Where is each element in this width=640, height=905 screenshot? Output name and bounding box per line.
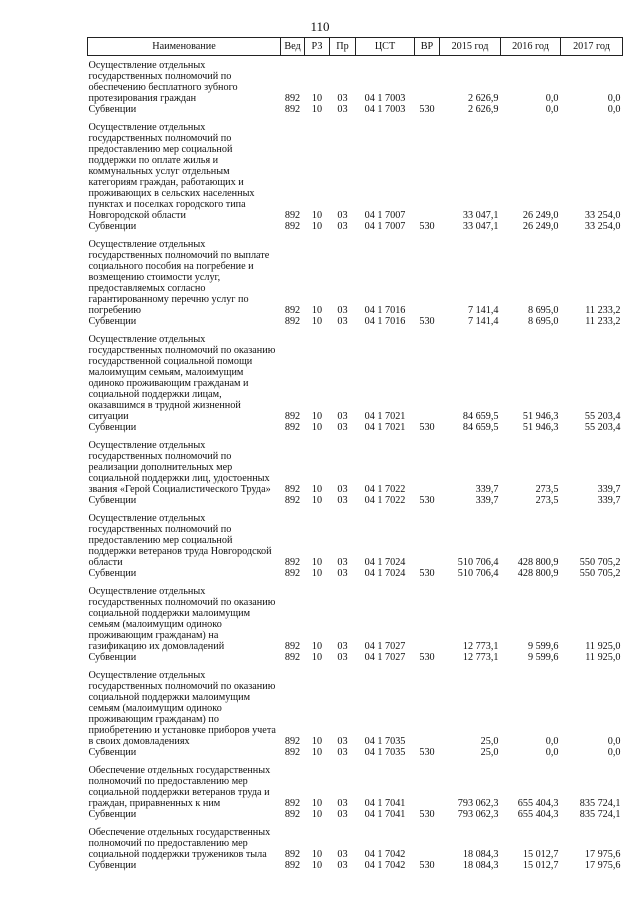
cell-pr: 03 bbox=[337, 652, 348, 663]
cell-name: Обеспечение отдельных государственных полномочий по предоставлению мер социальной поддержки тружеников тыла bbox=[88, 827, 271, 860]
cell-2015: 7 141,4 bbox=[467, 316, 499, 327]
cell-rz: 10 bbox=[311, 221, 323, 232]
table-row bbox=[88, 422, 623, 436]
cell-rz: 10 bbox=[311, 652, 323, 663]
cell-ved: 892 bbox=[284, 305, 301, 316]
table-header-row bbox=[88, 38, 623, 56]
cell-ved: 892 bbox=[284, 652, 301, 663]
cell-2015: 25,0 bbox=[480, 736, 499, 747]
cell-name: Обеспечение отдельных государственных полномочий по предоставлению мер социальной поддержки ветеранов труда и граждан, приравненных к ним bbox=[88, 765, 271, 809]
cell-pr: 03 bbox=[337, 860, 348, 871]
table-row bbox=[88, 56, 623, 105]
cell-name: Осуществление отдельных государственных полномочий по предоставлению мер социальной поддержки ветеранов труда Новгородской области bbox=[88, 513, 272, 568]
cell-ved: 892 bbox=[284, 747, 301, 758]
cell-ved: 892 bbox=[284, 411, 301, 422]
cell-name: Субвенции bbox=[88, 316, 137, 327]
cell-2017: 550 705,2 bbox=[579, 568, 621, 579]
cell-cst: 04 1 7007 bbox=[364, 221, 406, 232]
cell-2015: 339,7 bbox=[475, 495, 499, 506]
cell-ved: 892 bbox=[284, 93, 301, 104]
cell-vr: 530 bbox=[419, 568, 435, 579]
cell-rz: 10 bbox=[311, 641, 323, 652]
header-ved: Вед bbox=[281, 38, 305, 56]
cell-name: Осуществление отдельных государственных полномочий по оказанию государственной социальной помощи малоимущим семьям, малоимущим одиноко проживающим гражданам и социальной поддержки лицам, оказавшимся в трудной жизненной ситуации bbox=[88, 334, 276, 422]
cell-pr: 03 bbox=[337, 221, 348, 232]
page-number: 110 bbox=[310, 19, 330, 34]
cell-vr bbox=[415, 509, 440, 568]
cell-vr: 530 bbox=[419, 422, 435, 433]
cell-2016: 9 599,6 bbox=[527, 641, 559, 652]
cell-2015: 84 659,5 bbox=[462, 411, 499, 422]
cell-cst: 04 1 7041 bbox=[364, 798, 406, 809]
cell-2015: 12 773,1 bbox=[462, 641, 499, 652]
table-row bbox=[88, 652, 623, 666]
cell-ved: 892 bbox=[284, 736, 301, 747]
cell-2017: 11 233,2 bbox=[585, 305, 621, 316]
table-row bbox=[88, 809, 623, 823]
cell-2015: 33 047,1 bbox=[462, 210, 499, 221]
cell-2017: 11 925,0 bbox=[585, 641, 621, 652]
cell-pr: 03 bbox=[337, 422, 348, 433]
cell-rz: 10 bbox=[311, 210, 323, 221]
cell-cst: 04 1 7003 bbox=[364, 93, 406, 104]
cell-pr: 03 bbox=[337, 747, 348, 758]
table-row bbox=[88, 235, 623, 316]
cell-vr bbox=[415, 56, 440, 105]
cell-name: Субвенции bbox=[88, 747, 137, 758]
cell-2016: 428 800,9 bbox=[517, 568, 559, 579]
header-2017: 2017 год bbox=[561, 38, 623, 56]
cell-pr: 03 bbox=[337, 316, 348, 327]
cell-2017: 11 233,2 bbox=[585, 316, 621, 327]
table-row bbox=[88, 747, 623, 761]
cell-pr: 03 bbox=[337, 557, 348, 568]
cell-2016: 51 946,3 bbox=[522, 411, 559, 422]
cell-vr: 530 bbox=[419, 316, 435, 327]
cell-2015: 793 062,3 bbox=[457, 798, 499, 809]
table-row bbox=[88, 823, 623, 860]
cell-2015: 510 706,4 bbox=[457, 568, 499, 579]
cell-rz: 10 bbox=[311, 798, 323, 809]
cell-pr: 03 bbox=[337, 798, 348, 809]
cell-2017: 339,7 bbox=[597, 495, 621, 506]
cell-rz: 10 bbox=[311, 736, 323, 747]
cell-2016: 9 599,6 bbox=[527, 652, 559, 663]
cell-name: Осуществление отдельных государственных полномочий по оказанию социальной поддержки малоимущим семьям (малоимущим одиноко проживающим гражданам) по приобретению и установке приборов учета в своих домовладениях bbox=[88, 670, 276, 747]
header-name: Наименование bbox=[88, 38, 281, 56]
cell-name: Субвенции bbox=[88, 495, 137, 506]
cell-vr: 530 bbox=[419, 104, 435, 115]
cell-vr bbox=[415, 761, 440, 809]
cell-2015: 7 141,4 bbox=[467, 305, 499, 316]
cell-2017: 0,0 bbox=[607, 93, 621, 104]
cell-2017: 33 254,0 bbox=[584, 210, 621, 221]
cell-2016: 428 800,9 bbox=[517, 557, 559, 568]
cell-name: Субвенции bbox=[88, 860, 137, 871]
cell-2017: 835 724,1 bbox=[579, 798, 621, 809]
cell-vr bbox=[415, 666, 440, 747]
cell-ved: 892 bbox=[284, 809, 301, 820]
cell-name: Субвенции bbox=[88, 809, 137, 820]
header-pr: Пр bbox=[330, 38, 356, 56]
cell-pr: 03 bbox=[337, 736, 348, 747]
cell-2016: 655 404,3 bbox=[517, 798, 559, 809]
cell-rz: 10 bbox=[311, 568, 323, 579]
header-vr: ВР bbox=[415, 38, 440, 56]
cell-pr: 03 bbox=[337, 305, 348, 316]
cell-rz: 10 bbox=[311, 809, 323, 820]
cell-2016: 0,0 bbox=[545, 93, 559, 104]
cell-2017: 339,7 bbox=[597, 484, 621, 495]
cell-ved: 892 bbox=[284, 860, 301, 871]
cell-2015: 510 706,4 bbox=[457, 557, 499, 568]
cell-cst: 04 1 7021 bbox=[364, 422, 406, 433]
cell-2017: 835 724,1 bbox=[579, 809, 621, 820]
cell-2017: 55 203,4 bbox=[584, 411, 621, 422]
cell-cst: 04 1 7016 bbox=[364, 316, 406, 327]
cell-rz: 10 bbox=[311, 316, 323, 327]
cell-rz: 10 bbox=[311, 104, 323, 115]
cell-2015: 25,0 bbox=[480, 747, 499, 758]
cell-ved: 892 bbox=[284, 484, 301, 495]
cell-name: Осуществление отдельных государственных полномочий по реализации дополнительных мер социальной поддержки лиц, удостоенных звания «Герой Социалистического Труда» bbox=[88, 440, 271, 495]
cell-2015: 18 084,3 bbox=[462, 849, 499, 860]
cell-cst: 04 1 7022 bbox=[364, 495, 406, 506]
cell-rz: 10 bbox=[311, 93, 323, 104]
cell-cst: 04 1 7003 bbox=[364, 104, 406, 115]
cell-pr: 03 bbox=[337, 484, 348, 495]
cell-cst: 04 1 7027 bbox=[364, 641, 406, 652]
cell-2016: 0,0 bbox=[545, 104, 559, 115]
cell-vr: 530 bbox=[419, 747, 435, 758]
cell-ved: 892 bbox=[284, 316, 301, 327]
table-row bbox=[88, 495, 623, 509]
cell-cst: 04 1 7024 bbox=[364, 568, 406, 579]
cell-vr bbox=[415, 235, 440, 316]
cell-name: Субвенции bbox=[88, 104, 137, 115]
cell-2017: 0,0 bbox=[607, 104, 621, 115]
cell-2016: 273,5 bbox=[535, 484, 559, 495]
cell-2017: 33 254,0 bbox=[584, 221, 621, 232]
cell-cst: 04 1 7016 bbox=[364, 305, 406, 316]
cell-rz: 10 bbox=[311, 747, 323, 758]
cell-pr: 03 bbox=[337, 568, 348, 579]
cell-2017: 17 975,6 bbox=[584, 849, 621, 860]
cell-2016: 26 249,0 bbox=[522, 210, 559, 221]
cell-ved: 892 bbox=[284, 210, 301, 221]
cell-cst: 04 1 7022 bbox=[364, 484, 406, 495]
cell-2016: 0,0 bbox=[545, 736, 559, 747]
cell-vr bbox=[415, 118, 440, 221]
table-row bbox=[88, 568, 623, 582]
cell-name: Субвенции bbox=[88, 422, 137, 433]
cell-name: Осуществление отдельных государственных полномочий по предоставлению мер социальной поддержки по оплате жилья и коммунальных услуг отдельным категориям граждан, работающих и проживающих в сельских населенных пунктах и поселках городского типа Новгородской области bbox=[88, 122, 255, 221]
cell-2015: 2 626,9 bbox=[467, 104, 499, 115]
table-row bbox=[88, 761, 623, 809]
cell-pr: 03 bbox=[337, 93, 348, 104]
cell-pr: 03 bbox=[337, 809, 348, 820]
table-row bbox=[88, 436, 623, 495]
cell-vr bbox=[415, 823, 440, 860]
cell-cst: 04 1 7042 bbox=[364, 849, 406, 860]
cell-2016: 0,0 bbox=[545, 747, 559, 758]
cell-ved: 892 bbox=[284, 495, 301, 506]
table-row bbox=[88, 582, 623, 652]
cell-ved: 892 bbox=[284, 568, 301, 579]
cell-2016: 273,5 bbox=[535, 495, 559, 506]
cell-vr bbox=[415, 436, 440, 495]
cell-pr: 03 bbox=[337, 104, 348, 115]
cell-ved: 892 bbox=[284, 221, 301, 232]
cell-pr: 03 bbox=[337, 849, 348, 860]
cell-2015: 18 084,3 bbox=[462, 860, 499, 871]
header-rz: РЗ bbox=[305, 38, 330, 56]
table-row bbox=[88, 104, 623, 118]
table-row bbox=[88, 221, 623, 235]
cell-2017: 55 203,4 bbox=[584, 422, 621, 433]
cell-name: Осуществление отдельных государственных полномочий по оказанию социальной поддержки малоимущим семьям (малоимущим одиноко проживающим гражданам) на газификацию их домовладений bbox=[88, 586, 276, 652]
cell-vr: 530 bbox=[419, 495, 435, 506]
cell-vr bbox=[415, 582, 440, 652]
cell-cst: 04 1 7007 bbox=[364, 210, 406, 221]
cell-2017: 0,0 bbox=[607, 747, 621, 758]
header-2016: 2016 год bbox=[501, 38, 561, 56]
cell-cst: 04 1 7027 bbox=[364, 652, 406, 663]
cell-2017: 550 705,2 bbox=[579, 557, 621, 568]
cell-2017: 0,0 bbox=[607, 736, 621, 747]
cell-vr: 530 bbox=[419, 652, 435, 663]
cell-name: Осуществление отдельных государственных полномочий по обеспечению бесплатного зубного протезирования граждан bbox=[88, 60, 238, 104]
table-row bbox=[88, 330, 623, 422]
table-row bbox=[88, 118, 623, 221]
cell-2017: 11 925,0 bbox=[585, 652, 621, 663]
cell-rz: 10 bbox=[311, 484, 323, 495]
cell-ved: 892 bbox=[284, 422, 301, 433]
cell-name: Субвенции bbox=[88, 221, 137, 232]
cell-2016: 15 012,7 bbox=[522, 860, 559, 871]
table-row bbox=[88, 509, 623, 568]
cell-2016: 655 404,3 bbox=[517, 809, 559, 820]
cell-rz: 10 bbox=[311, 860, 323, 871]
cell-rz: 10 bbox=[311, 411, 323, 422]
cell-2015: 84 659,5 bbox=[462, 422, 499, 433]
cell-rz: 10 bbox=[311, 305, 323, 316]
cell-pr: 03 bbox=[337, 495, 348, 506]
cell-rz: 10 bbox=[311, 557, 323, 568]
cell-2015: 339,7 bbox=[475, 484, 499, 495]
cell-pr: 03 bbox=[337, 411, 348, 422]
cell-vr: 530 bbox=[419, 809, 435, 820]
cell-ved: 892 bbox=[284, 641, 301, 652]
table-row bbox=[88, 860, 623, 874]
cell-2015: 33 047,1 bbox=[462, 221, 499, 232]
cell-rz: 10 bbox=[311, 422, 323, 433]
cell-name: Осуществление отдельных государственных полномочий по выплате социального пособия на погребение и возмещению стоимости услуг, предоставляемых согласно гарантированному перечню услуг по погребению bbox=[88, 239, 270, 316]
cell-vr bbox=[415, 330, 440, 422]
budget-table bbox=[87, 37, 623, 874]
cell-cst: 04 1 7024 bbox=[364, 557, 406, 568]
cell-2016: 8 695,0 bbox=[527, 316, 559, 327]
cell-cst: 04 1 7035 bbox=[364, 736, 406, 747]
cell-2015: 12 773,1 bbox=[462, 652, 499, 663]
cell-rz: 10 bbox=[311, 849, 323, 860]
cell-2015: 2 626,9 bbox=[467, 93, 499, 104]
cell-ved: 892 bbox=[284, 104, 301, 115]
header-cst: ЦСТ bbox=[356, 38, 415, 56]
cell-ved: 892 bbox=[284, 557, 301, 568]
cell-2017: 17 975,6 bbox=[584, 860, 621, 871]
cell-cst: 04 1 7021 bbox=[364, 411, 406, 422]
table-row bbox=[88, 666, 623, 747]
cell-ved: 892 bbox=[284, 849, 301, 860]
cell-ved: 892 bbox=[284, 798, 301, 809]
cell-cst: 04 1 7041 bbox=[364, 809, 406, 820]
cell-2016: 8 695,0 bbox=[527, 305, 559, 316]
cell-2016: 26 249,0 bbox=[522, 221, 559, 232]
cell-2016: 15 012,7 bbox=[522, 849, 559, 860]
cell-vr: 530 bbox=[419, 221, 435, 232]
cell-name: Субвенции bbox=[88, 652, 137, 663]
cell-2016: 51 946,3 bbox=[522, 422, 559, 433]
cell-vr: 530 bbox=[419, 860, 435, 871]
cell-cst: 04 1 7035 bbox=[364, 747, 406, 758]
cell-name: Субвенции bbox=[88, 568, 137, 579]
cell-cst: 04 1 7042 bbox=[364, 860, 406, 871]
cell-pr: 03 bbox=[337, 210, 348, 221]
cell-2015: 793 062,3 bbox=[457, 809, 499, 820]
cell-rz: 10 bbox=[311, 495, 323, 506]
cell-pr: 03 bbox=[337, 641, 348, 652]
table-row bbox=[88, 316, 623, 330]
header-2015: 2015 год bbox=[440, 38, 501, 56]
